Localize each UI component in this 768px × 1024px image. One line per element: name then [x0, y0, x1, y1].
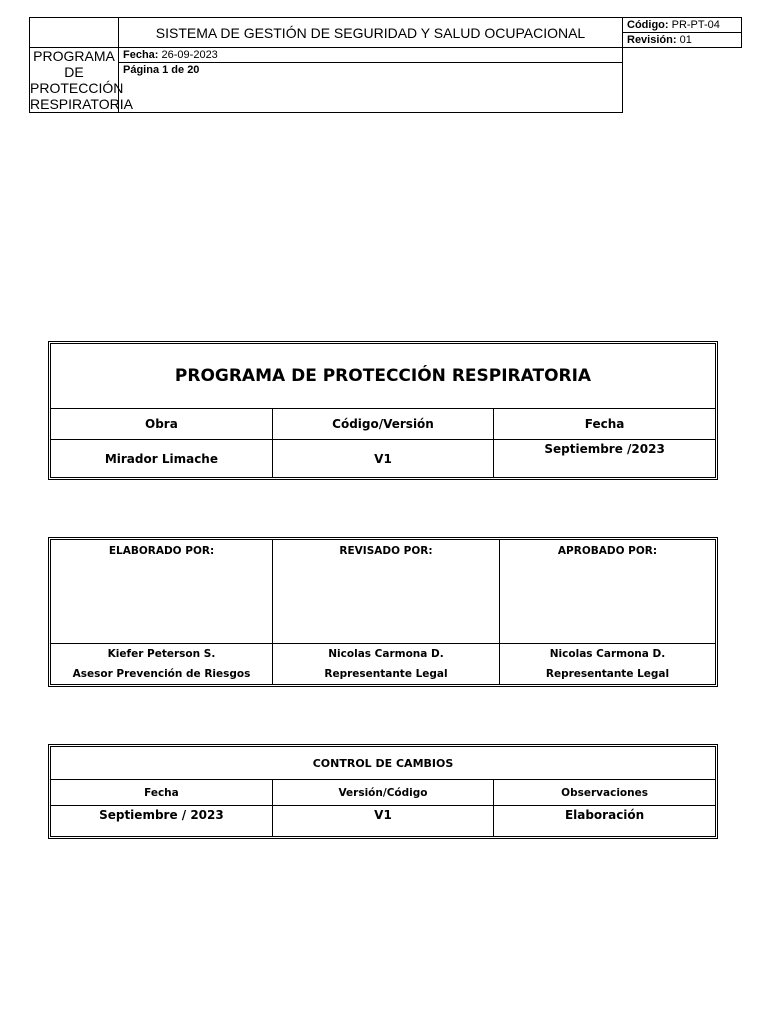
revisado-signer — [273, 644, 500, 685]
program-table-title: PROGRAMA DE PROTECCIÓN RESPIRATORIA — [51, 344, 715, 409]
document-header — [29, 17, 742, 113]
revision-cell: Revisión: 01 — [623, 33, 742, 48]
change-control-table — [48, 744, 718, 839]
obra-value: Mirador Limache — [51, 440, 272, 478]
fecha-value: Septiembre /2023 — [494, 440, 715, 478]
program-info-table — [48, 341, 718, 480]
change-observaciones-header: Observaciones — [494, 780, 715, 806]
aprobado-role: Representante Legal — [545, 668, 670, 680]
change-version-header: Versión/Código — [272, 780, 493, 806]
program-title: PROGRAMA DE PROTECCIÓN RESPIRATORIA — [30, 48, 133, 112]
fecha-header: Fecha — [494, 409, 715, 440]
elaborado-role: Asesor Prevención de Riesgos — [72, 668, 251, 680]
revisado-role: Representante Legal — [324, 668, 448, 680]
change-fecha-value: Septiembre / 2023 — [51, 806, 272, 837]
system-title: SISTEMA DE GESTIÓN DE SEGURIDAD Y SALUD OCUPACIONAL — [119, 18, 623, 48]
aprobado-name: Nicolas Carmona D. — [549, 648, 666, 660]
codigo-version-header: Código/Versión — [272, 409, 493, 440]
approval-table — [48, 537, 718, 687]
elaborado-signer — [51, 644, 273, 685]
fecha-cell: Fecha: 26-09-2023 — [119, 48, 623, 63]
change-version-value: V1 — [272, 806, 493, 837]
revisado-header: REVISADO POR: — [273, 540, 500, 644]
codigo-version-value: V1 — [272, 440, 493, 478]
elaborado-header: ELABORADO POR: — [51, 540, 273, 644]
revisado-name: Nicolas Carmona D. — [328, 648, 444, 660]
obra-header: Obra — [51, 409, 272, 440]
logo-placeholder — [30, 18, 119, 48]
change-fecha-header: Fecha — [51, 780, 272, 806]
aprobado-signer — [500, 644, 716, 685]
elaborado-name: Kiefer Peterson S. — [107, 648, 216, 660]
change-observaciones-value: Elaboración — [494, 806, 715, 837]
aprobado-header: APROBADO POR: — [500, 540, 716, 644]
change-control-caption: CONTROL DE CAMBIOS — [51, 747, 715, 780]
codigo-cell: Código: PR-PT-04 — [623, 18, 742, 33]
pagina-cell: Página 1 de 20 — [119, 63, 623, 113]
